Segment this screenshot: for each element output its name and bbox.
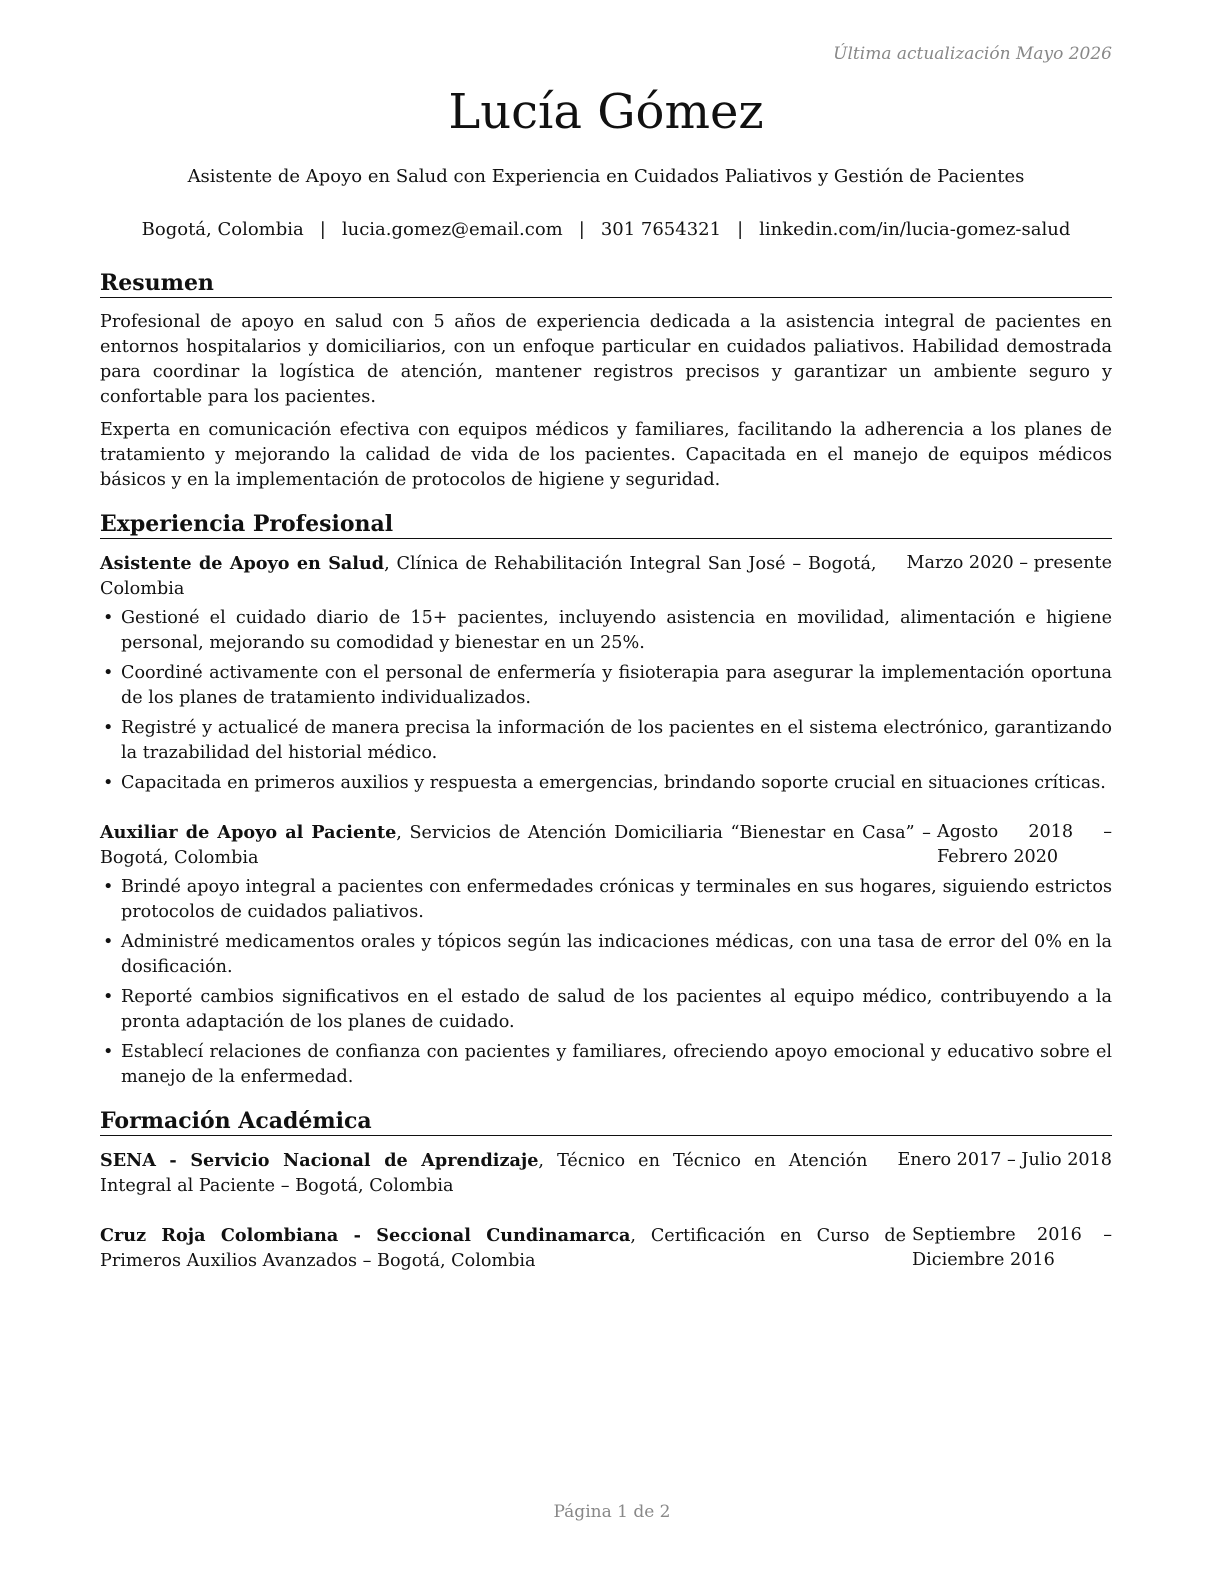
- education-title-line: [100, 1223, 912, 1274]
- education-dates: Enero 2017 – Julio 2018: [897, 1150, 1112, 1170]
- contact-separator: |: [578, 219, 585, 240]
- summary-paragraph: Profesional de apoyo en salud con 5 años de experiencia dedicada a la asistencia integral de pacientes en entornos hospitalarios y domiciliarios, con un enfoque particular en cuidados paliativos. Habilidad demostrada para coordinar la logística de atención, mantener registros precisos y garantizar un ambiente seguro y confortable para los pacientes.: [100, 312, 1112, 407]
- section-title-summary: Resumen: [100, 270, 1112, 298]
- job-org: , Clínica de Rehabilitación Integral San José – Bogotá, Colombia: [100, 554, 877, 599]
- job-bullets: [100, 606, 1112, 796]
- education-entry: [100, 1223, 1112, 1274]
- contact-separator: |: [737, 219, 744, 240]
- job-bullet: • Reporté cambios significativos en el estado de salud de los pacientes al equipo médico, contribuyendo a la pronta adaptación de los planes de cuidado.: [100, 985, 1112, 1035]
- contact-email[interactable]: lucia.gomez@email.com: [341, 219, 563, 240]
- contact-location: Bogotá, Colombia: [141, 219, 304, 240]
- job-entry: [100, 820, 1112, 1090]
- job-org: , Servicios de Atención Domiciliaria “Bienestar en Casa” – Bogotá, Colombia: [100, 823, 931, 868]
- job-role: Auxiliar de Apoyo al Paciente: [100, 822, 397, 843]
- job-title-line: [100, 551, 907, 602]
- job-bullet: • Coordiné activamente con el personal de enfermería y fisioterapia para asegurar la implementación oportuna de los planes de tratamiento individualizados.: [100, 661, 1112, 711]
- resume-content: [100, 270, 1112, 1292]
- education-detail: , Certificación en Curso de Primeros Auxilios Avanzados – Bogotá, Colombia: [100, 1226, 907, 1271]
- education-title-line: [100, 1148, 897, 1199]
- section-title-experience: Experiencia Profesional: [100, 511, 1112, 539]
- summary-paragraph: Experta en comunicación efectiva con equipos médicos y familiares, facilitando la adherencia a los planes de tratamiento y mejorando la calidad de vida de los pacientes. Capacitada en el manejo de equipos médicos básicos y en la implementación de protocolos de higiene y seguridad.: [100, 420, 1112, 490]
- job-bullet: • Brindé apoyo integral a pacientes con enfermedades crónicas y terminales en sus hogares, siguiendo estrictos protocolos de cuidados paliativos.: [100, 875, 1112, 925]
- job-bullets: [100, 875, 1112, 1090]
- experience-section: [100, 511, 1112, 1090]
- section-title-education: Formación Académica: [100, 1108, 1112, 1136]
- contact-phone: 301 7654321: [600, 219, 722, 240]
- contact-linkedin[interactable]: linkedin.com/in/lucia-gomez-salud: [759, 219, 1071, 240]
- contact-line: [100, 219, 1112, 240]
- education-entry: [100, 1148, 1112, 1199]
- job-bullet: • Registré y actualicé de manera precisa la información de los pacientes en el sistema electrónico, garantizando la trazabilidad del historial médico.: [100, 716, 1112, 766]
- job-entry: [100, 551, 1112, 796]
- education-institution: Cruz Roja Colombiana - Seccional Cundinamarca: [100, 1225, 631, 1246]
- job-bullet: • Administré medicamentos orales y tópicos según las indicaciones médicas, con una tasa de error del 0% en la dosificación.: [100, 930, 1112, 980]
- job-dates: Marzo 2020 – presente: [906, 553, 1112, 573]
- education-header: [100, 1148, 1112, 1199]
- summary-section: [100, 270, 1112, 493]
- education-detail: , Técnico en Técnico en Atención Integral al Paciente – Bogotá, Colombia: [100, 1151, 868, 1196]
- job-header: [100, 820, 1112, 871]
- job-dates: Agosto 2018 – Febrero 2020: [937, 822, 1112, 867]
- education-section: [100, 1108, 1112, 1274]
- job-role: Asistente de Apoyo en Salud: [100, 553, 385, 574]
- last-updated: Última actualización Mayo 2026: [833, 44, 1112, 64]
- candidate-name: Lucía Gómez: [448, 84, 764, 140]
- job-bullet: • Capacitada en primeros auxilios y respuesta a emergencias, brindando soporte crucial en situaciones críticas.: [100, 771, 1112, 796]
- job-bullet: • Establecí relaciones de confianza con pacientes y familiares, ofreciendo apoyo emocional y educativo sobre el manejo de la enfermedad.: [100, 1040, 1112, 1090]
- job-header: [100, 551, 1112, 602]
- page-number: Página 1 de 2: [553, 1502, 671, 1522]
- education-header: [100, 1223, 1112, 1274]
- education-institution: SENA - Servicio Nacional de Aprendizaje: [100, 1150, 539, 1171]
- education-dates: Septiembre 2016 – Diciembre 2016: [912, 1225, 1112, 1270]
- contact-separator: |: [319, 219, 326, 240]
- job-bullet: • Gestioné el cuidado diario de 15+ pacientes, incluyendo asistencia en movilidad, alimentación e higiene personal, mejorando su comodidad y bienestar en un 25%.: [100, 606, 1112, 656]
- job-title-line: [100, 820, 937, 871]
- candidate-subtitle: Asistente de Apoyo en Salud con Experiencia en Cuidados Paliativos y Gestión de Pacientes: [187, 166, 1025, 187]
